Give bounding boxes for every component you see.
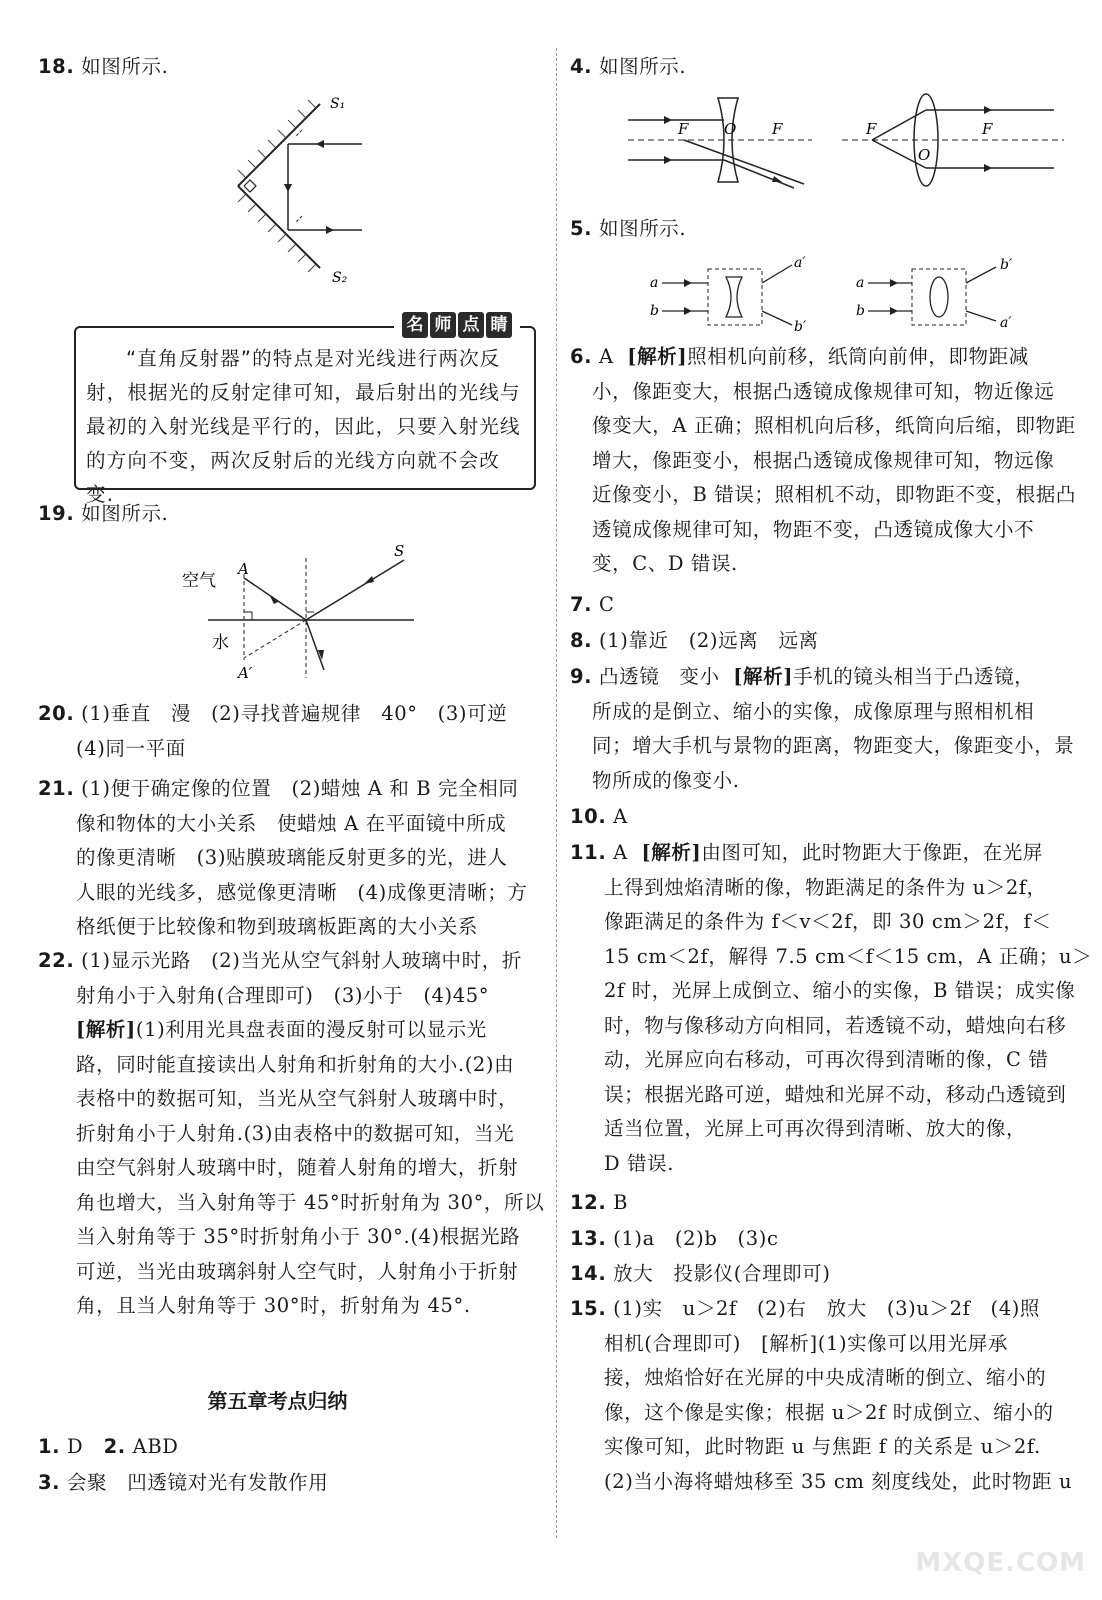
label-f: F [678, 120, 689, 138]
question-1-2: 1. D 2. ABD [38, 1435, 179, 1458]
question-19: 19. 如图所示. [38, 502, 169, 525]
lens-ray-diagram [624, 90, 1064, 200]
incident-ray [306, 560, 404, 620]
question-8: 8. (1)靠近 (2)远离 远离 [570, 629, 819, 652]
question-12: 12. B [570, 1191, 629, 1214]
svg-text:F: F [866, 120, 877, 138]
column-divider [556, 48, 557, 1538]
refracted-ray [306, 620, 324, 670]
label-s1: S₁ [330, 96, 346, 112]
teacher-tip-box [74, 315, 536, 506]
tip-heading: 名 师 点 睛 [394, 311, 520, 339]
lens-box-diagram [644, 255, 1044, 335]
reflected-ray [244, 578, 306, 620]
question-20: 20. (1)垂直 漫 (2)寻找普遍规律 40° (3)可逆 (4)同一平面 [38, 702, 508, 760]
label-water: 水 [212, 633, 229, 653]
analysis-tag: [解析] [76, 1018, 136, 1041]
svg-text:a: a [650, 275, 659, 291]
label-s: S [394, 542, 405, 560]
label-a: A [238, 560, 249, 578]
question-11: 11. A [解析]由图可知，此时物距大于像距，在光屏 上得到烛焰清晰的像，物距满足的条件为 u＞2f， 像距满足的条件为 f＜v＜2f，即 30 cm＞2f，f＜ 15 cm＜2f，解得 7.5 cm＜f＜15 cm，A 正确；u＞ 2f 时，光屏上成倒立、缩小的实像，B 错误；成实像 时，物与像移动方向相同，若透镜不动，蜡烛向右移 动，光屏应向右移动，可再次得到清晰的像，C 错 误；根据光路可逆，蜡烛和光屏不动，移动凸透镜到 适当位置，光屏上可再次得到清晰、放大的像， D 错误. [570, 841, 1093, 1175]
svg-text:b′: b′ [1000, 257, 1013, 273]
question-3: 3. 会聚 凹透镜对光有发散作用 [38, 1471, 329, 1494]
label-o: O [724, 120, 737, 138]
question-7: 7. C [570, 593, 615, 616]
mirror-s1 [238, 104, 320, 186]
svg-text:O: O [918, 146, 931, 164]
question-14: 14. 放大 投影仪(合理即可) [570, 1262, 831, 1285]
section-title: 第五章考点归纳 [207, 1389, 348, 1413]
question-22: 22. (1)显示光路 (2)当光从空气斜射人玻璃中时，折 射角小于入射角(合理即可) (3)小于 (4)45° [解析](1)利用光具盘表面的漫反射可以显示光 路，同时能直接读出人射角和折射角的大小.(2)由 表格中的数据可知，当光从空气斜射人玻璃中时， 折射角小于人射角.(3)由表格中的数据可知，当光 由空气斜射人玻璃中时，随着人射角的增大，折射 角也增大，当入射角等于 45°时折射角为 30°，所以 当入射角等于 35°时折射角小于 30°.(4)根据光路 可逆，当光由玻璃斜射人空气时，人射角小于折射 角，且当人射角等于 30°时，折射角为 45°. [38, 949, 545, 1317]
question-9: 9. 凸透镜 变小 [解析]手机的镜头相当于凸透镜， 所成的是倒立、缩小的实像，成像原理与照相机相 同；增大手机与景物的距离，物距变大，像距变小，景 物所成的像变小. [570, 665, 1075, 792]
question-13: 13. (1)a (2)b (3)c [570, 1227, 779, 1250]
svg-text:a′: a′ [794, 255, 806, 271]
svg-text:F: F [982, 120, 993, 138]
svg-text:b′: b′ [794, 319, 807, 335]
question-18 [38, 50, 168, 85]
question-4: 4. 如图所示. [570, 55, 687, 78]
tip-text: “直角反射器”的特点是对光线进行两次反 射，根据光的反射定律可知，最后射出的光线与 最初的入射光线是平行的，因此，只要入射光线 的方向不变，两次反射后的光线方向就不会改变. [86, 347, 521, 506]
question-6: 6. A [解析]照相机向前移，纸筒向前伸，即物距减 小，像距变大，根据凸透镜成像规律可知，物近像远 像变大，A 正确；照相机向后移，纸筒向后缩，即物距 增大，像距变小，根据凸透镜成像规律可知，物远像 近像变小，B 错误；照相机不动，即物距不变，根据凸 透镜成像规律可知，物距不变，凸透镜成像大小不 变，C、D 错误. [570, 345, 1077, 575]
svg-text:a′: a′ [1000, 315, 1012, 331]
refraction-figure [176, 540, 426, 690]
mirror-hatching [238, 100, 316, 272]
svg-text:F: F [772, 120, 783, 138]
question-15: 15. (1)实 u＞2f (2)右 放大 (3)u＞2f (4)照 相机(合理即可) [解析](1)实像可以用光屏承 接，烛焰恰好在光屏的中央成清晰的倒立、缩小的 像，这个像是实像；根据 u＞2f 时成倒立、缩小的 实像可知，此时物距 u 与焦距 f 的关系是 u＞2f. (2)当小海将蜡烛移至 35 cm 刻度线处，此时物距 u [570, 1297, 1073, 1493]
question-5: 5. 如图所示. [570, 217, 687, 240]
question-21: 21. (1)便于确定像的位置 (2)蜡烛 A 和 B 完全相同 像和物体的大小关系 使蜡烛 A 在平面镜中所成 的像更清晰 (3)贴膜玻璃能反射更多的光，进人 人眼的光线多，感觉像更清晰 (4)成像更清晰；方 格纸便于比较像和物到玻璃板距离的大小关系 [38, 777, 528, 938]
label-s2: S₂ [332, 270, 348, 286]
svg-text:b: b [856, 303, 865, 319]
label-air: 空气 [182, 571, 216, 591]
answer-text: 如图所示. [81, 55, 169, 78]
svg-text:a: a [856, 275, 865, 291]
label-a-prime: A′ [238, 664, 253, 682]
mirror-s2 [238, 186, 320, 268]
right-angle-reflector-figure [226, 92, 386, 292]
svg-text:b: b [650, 303, 659, 319]
watermark: MXQE.COM [915, 1548, 1086, 1578]
question-number: 18. [38, 55, 75, 78]
question-10: 10. A [570, 805, 628, 828]
